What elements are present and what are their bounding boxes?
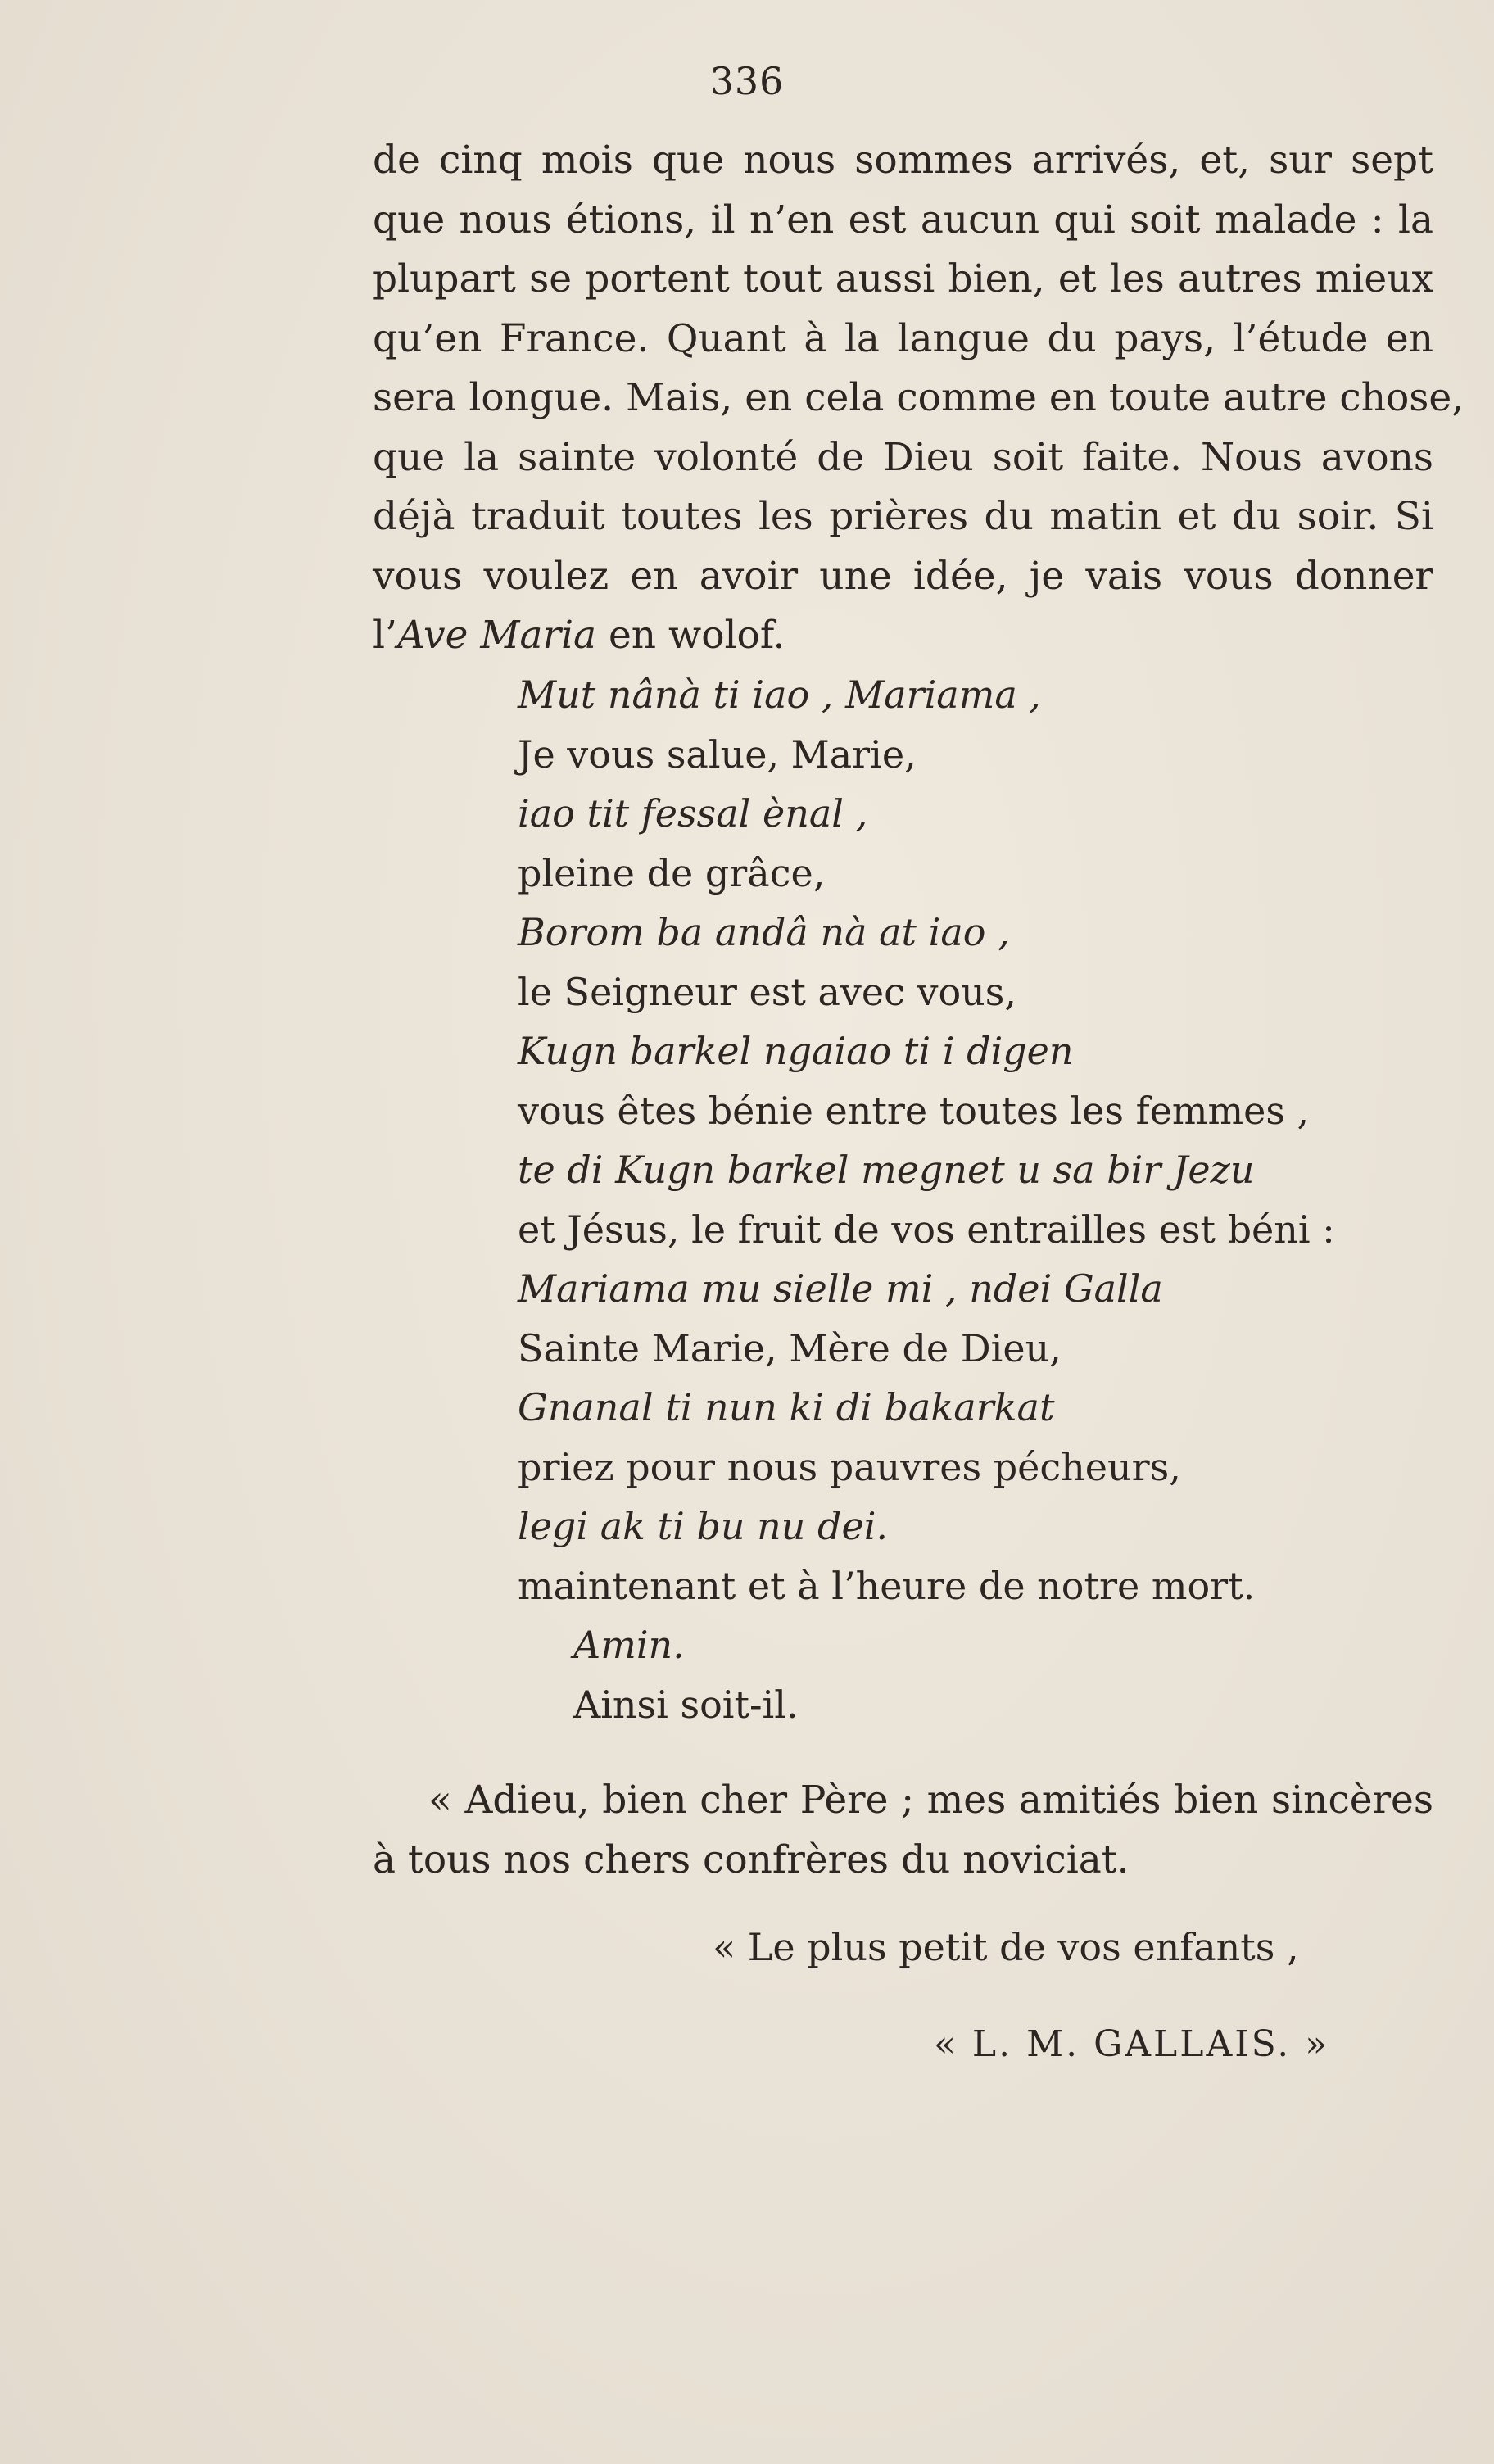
signature: « L. M. GALLAIS. » xyxy=(934,2023,1330,2065)
letter-paragraph xyxy=(373,131,1465,666)
page-number: 336 xyxy=(709,59,785,103)
paragraph-last-line xyxy=(373,606,1433,666)
prayer-wolof-line: Gnanal ti nun ki di bakarkat xyxy=(518,1385,1055,1429)
closing-line: « Adieu, bien cher Père ; mes amitiés bien sincères xyxy=(428,1778,1433,1823)
closing-line: à tous nos chers confrères du noviciat. xyxy=(373,1837,1130,1882)
prayer-wolof-line: Borom ba andâ nà at iao , xyxy=(518,910,1010,954)
prayer-wolof-line: Kugn barkel ngaiao ti i digen xyxy=(518,1029,1074,1073)
prayer-wolof-line: legi ak ti bu nu dei. xyxy=(518,1504,889,1548)
paragraph-line: déjà traduit toutes les prières du matin et du soir. Si xyxy=(373,494,1433,539)
paragraph-line: qu’en France. Quant à la langue du pays, l’étude en xyxy=(373,315,1433,361)
prayer-french-line: Sainte Marie, Mère de Dieu, xyxy=(518,1325,1062,1370)
prayer-wolof-amen: Amin. xyxy=(573,1623,685,1667)
prayer-french-line: Je vous salue, Marie, xyxy=(518,732,917,777)
signoff-line: « Le plus petit de vos enfants , xyxy=(713,1925,1299,1969)
prayer-french-line: priez pour nous pauvres pécheurs, xyxy=(518,1444,1181,1489)
paragraph-last-suffix: en wolof. xyxy=(596,613,785,658)
prayer-french-line: vous êtes bénie entre toutes les femmes , xyxy=(518,1088,1310,1133)
paragraph-line: de cinq mois que nous sommes arrivés, et, sur sept xyxy=(373,138,1433,183)
prayer-wolof-line: Mut nânà ti iao , Mariama , xyxy=(518,673,1042,717)
paragraph-line: que nous étions, il n’en est aucun qui soit malade : la xyxy=(373,197,1433,242)
prayer-french-line: le Seigneur est avec vous, xyxy=(518,969,1017,1014)
prayer-wolof-line: te di Kugn barkel megnet u sa bir Jezu xyxy=(518,1148,1255,1192)
paragraph-line: que la sainte volonté de Dieu soit faite. Nous avons xyxy=(373,434,1433,480)
ave-maria-title: Ave Maria xyxy=(396,613,596,658)
prayer-wolof-line: Mariama mu sielle mi , ndei Galla xyxy=(518,1266,1163,1311)
closing-paragraph xyxy=(373,1771,1433,1890)
prayer-french-line: maintenant et à l’heure de notre mort. xyxy=(518,1563,1256,1608)
prayer-french-line: et Jésus, le fruit de vos entrailles est béni : xyxy=(518,1207,1335,1252)
paragraph-last-prefix: l’ xyxy=(373,613,397,658)
paragraph-line: plupart se portent tout aussi bien, et les autres mieux xyxy=(373,256,1433,301)
paragraph-line: sera longue. Mais, en cela comme en toute autre chose, xyxy=(373,375,1465,420)
prayer-french-amen: Ainsi soit-il. xyxy=(573,1682,799,1727)
ave-maria-prayer xyxy=(518,665,1335,1734)
prayer-wolof-line: iao tit fessal ènal , xyxy=(518,791,868,836)
prayer-french-line: pleine de grâce, xyxy=(518,850,826,895)
paragraph-line: vous voulez en avoir une idée, je vais vous donner xyxy=(373,553,1433,599)
